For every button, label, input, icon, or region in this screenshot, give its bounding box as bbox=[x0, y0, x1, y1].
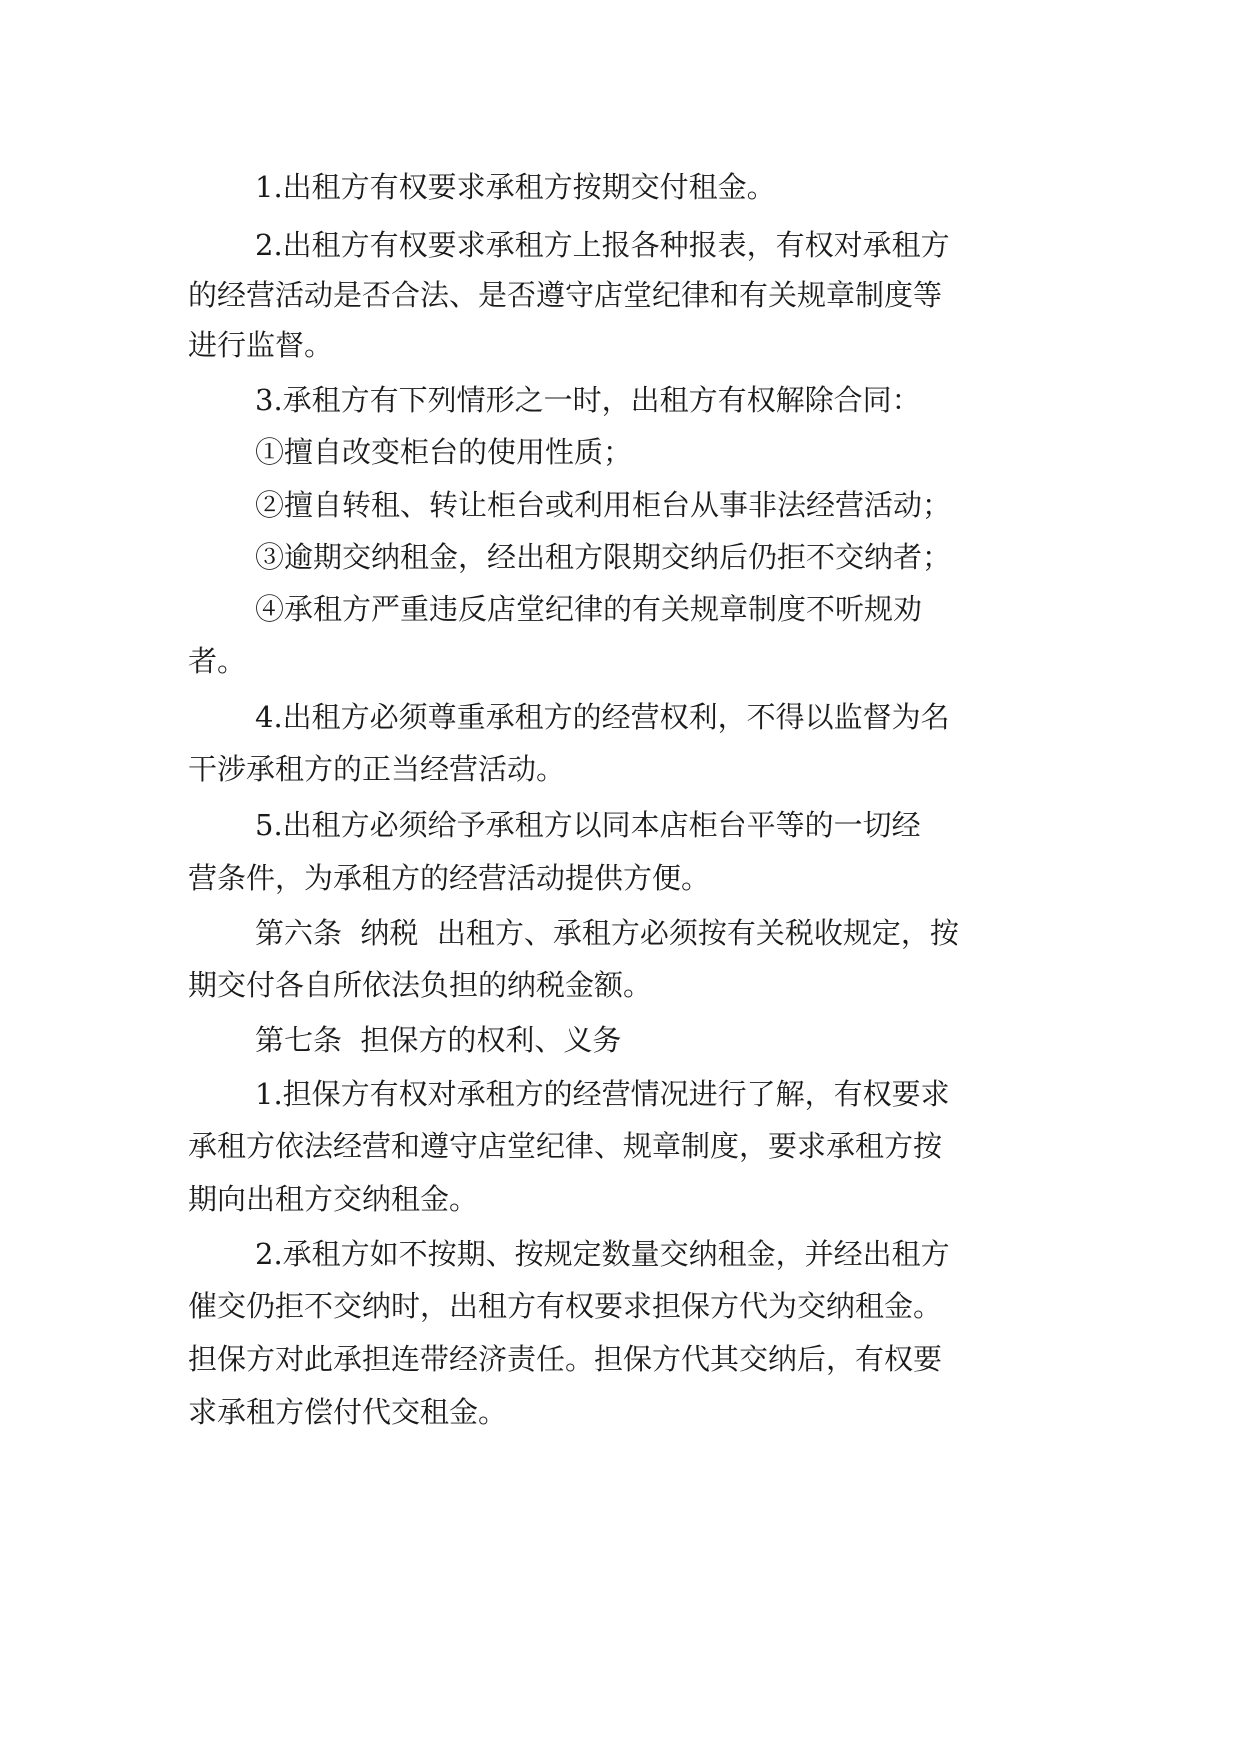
text-line: ③逾期交纳租金，经出租方限期交纳后仍拒不交纳者； bbox=[255, 540, 952, 574]
text-line: ①擅自改变柜台的使用性质； bbox=[255, 435, 633, 469]
text-line: ④承租方严重违反店堂纪律的有关规章制度不听规劝 bbox=[255, 592, 923, 626]
text-line: 干涉承租方的正当经营活动。 bbox=[188, 752, 566, 786]
text-line: 者。 bbox=[188, 644, 247, 678]
text-line: 求承租方偿付代交租金。 bbox=[188, 1395, 508, 1429]
text-line: 期交付各自所依法负担的纳税金额。 bbox=[188, 968, 653, 1002]
text-line: 担保方对此承担连带经济责任。担保方代其交纳后，有权要 bbox=[188, 1342, 943, 1376]
text-line: 5.出租方必须给予承租方以同本店柜台平等的一切经 bbox=[255, 808, 921, 842]
text-line: 1.担保方有权对承租方的经营情况进行了解，有权要求 bbox=[255, 1077, 950, 1111]
text-line: 进行监督。 bbox=[188, 328, 334, 362]
text-line: 的经营活动是否合法、是否遵守店堂纪律和有关规章制度等 bbox=[188, 278, 943, 312]
text-line: 3.承租方有下列情形之一时，出租方有权解除合同： bbox=[255, 383, 921, 417]
text-line: 营条件，为承租方的经营活动提供方便。 bbox=[188, 861, 711, 895]
text-line: 第六条 纳税 出租方、承租方必须按有关税收规定，按 bbox=[255, 916, 959, 950]
text-line: ②擅自转租、转让柜台或利用柜台从事非法经营活动； bbox=[255, 488, 952, 522]
text-line: 第七条 担保方的权利、义务 bbox=[255, 1023, 622, 1057]
text-line: 期向出租方交纳租金。 bbox=[188, 1182, 479, 1216]
text-line: 2.出租方有权要求承租方上报各种报表，有权对承租方 bbox=[255, 228, 950, 262]
text-line: 4.出租方必须尊重承租方的经营权利，不得以监督为名 bbox=[255, 700, 950, 734]
text-line: 2.承租方如不按期、按规定数量交纳租金，并经出租方 bbox=[255, 1237, 950, 1271]
text-line: 承租方依法经营和遵守店堂纪律、规章制度，要求承租方按 bbox=[188, 1129, 943, 1163]
text-line: 1.出租方有权要求承租方按期交付租金。 bbox=[255, 170, 776, 204]
text-line: 催交仍拒不交纳时，出租方有权要求担保方代为交纳租金。 bbox=[188, 1289, 943, 1323]
